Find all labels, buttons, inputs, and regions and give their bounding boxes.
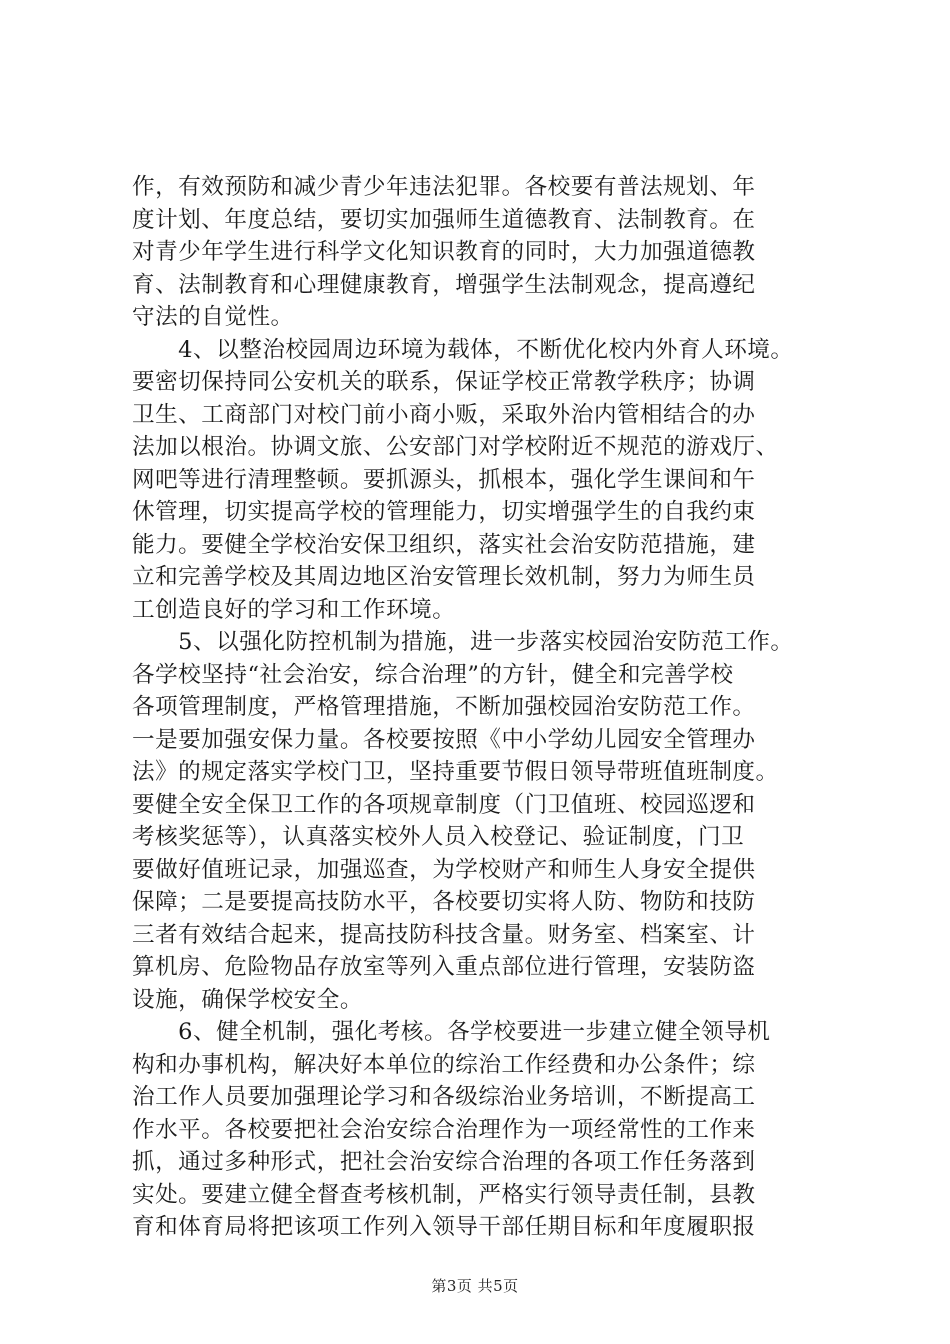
text-line: 构和办事机构，解决好本单位的综治工作经费和办公条件；综 <box>132 1051 756 1078</box>
text-line: 要健全安全保卫工作的各项规章制度（门卫值班、校园巡逻和 <box>132 791 756 818</box>
text-line: 要做好值班记录，加强巡查，为学校财产和师生人身安全提供 <box>132 856 756 883</box>
text-line: 各学校坚持“社会治安，综合治理”的方针，健全和完善学校 <box>132 661 734 688</box>
text-line: 休管理，切实提高学校的管理能力，切实增强学生的自我约束 <box>132 499 756 525</box>
text-line: 度计划、年度总结，要切实加强师生道德教育、法制教育。在 <box>132 206 756 233</box>
text-line: 法加以根治。协调文旅、公安部门对学校附近不规范的游戏厅、 <box>132 434 779 460</box>
text-line: 育和体育局将把该项工作列入领导干部任期目标和年度履职报 <box>132 1214 756 1240</box>
text-line: 一是要加强安保力量。各校要按照《中小学幼儿园安全管理办 <box>132 726 756 753</box>
text-line: 实处。要建立健全督查考核机制，严格实行领导责任制，县教 <box>132 1181 756 1208</box>
text-line: 作，有效预防和减少青少年违法犯罪。各校要有普法规划、年 <box>132 174 756 200</box>
text-line: 作水平。各校要把社会治安综合治理作为一项经常性的工作来 <box>132 1116 756 1143</box>
text-line: 保障；二是要提高技防水平，各校要切实将人防、物防和技防 <box>132 889 756 915</box>
text-line: 卫生、工商部门对校门前小商小贩，采取外治内管相结合的办 <box>132 401 756 428</box>
text-line: 5、以强化防控机制为措施，进一步落实校园治安防范工作。 <box>132 629 794 655</box>
text-line: 6、健全机制，强化考核。各学校要进一步建立健全领导机 <box>132 1019 771 1045</box>
text-line: 育、法制教育和心理健康教育，增强学生法制观念，提高遵纪 <box>132 271 756 298</box>
text-line: 工创造良好的学习和工作环境。 <box>132 596 456 623</box>
text-line: 各项管理制度，严格管理措施，不断加强校园治安防范工作。 <box>132 694 756 720</box>
text-line: 4、以整治校园周边环境为载体，不断优化校内外育人环境。 <box>132 336 794 363</box>
text-line: 算机房、危险物品存放室等列入重点部位进行管理，安装防盗 <box>132 954 756 980</box>
text-line: 要密切保持同公安机关的联系，保证学校正常教学秩序；协调 <box>132 369 756 395</box>
text-line: 设施，确保学校安全。 <box>132 986 363 1013</box>
text-line: 考核奖惩等），认真落实校外人员入校登记、验证制度，门卫 <box>132 824 745 850</box>
text-line: 立和完善学校及其周边地区治安管理长效机制，努力为师生员 <box>132 564 756 590</box>
text-line: 对青少年学生进行科学文化知识教育的同时，大力加强道德教 <box>132 239 756 265</box>
page-footer: 第3页 共5页 <box>431 1277 519 1295</box>
text-line: 三者有效结合起来，提高技防科技含量。财务室、档案室、计 <box>132 921 756 948</box>
text-line: 抓，通过多种形式，把社会治安综合治理的各项工作任务落到 <box>132 1149 756 1175</box>
document-body <box>132 171 832 1244</box>
text-line: 网吧等进行清理整顿。要抓源头，抓根本，强化学生课间和午 <box>132 466 756 493</box>
text-line: 治工作人员要加强理论学习和各级综治业务培训，不断提高工 <box>132 1084 756 1110</box>
text-line: 守法的自觉性。 <box>132 304 294 330</box>
text-line: 法》的规定落实学校门卫，坚持重要节假日领导带班值班制度。 <box>132 759 779 785</box>
text-line: 能力。要健全学校治安保卫组织，落实社会治安防范措施，建 <box>132 531 756 558</box>
